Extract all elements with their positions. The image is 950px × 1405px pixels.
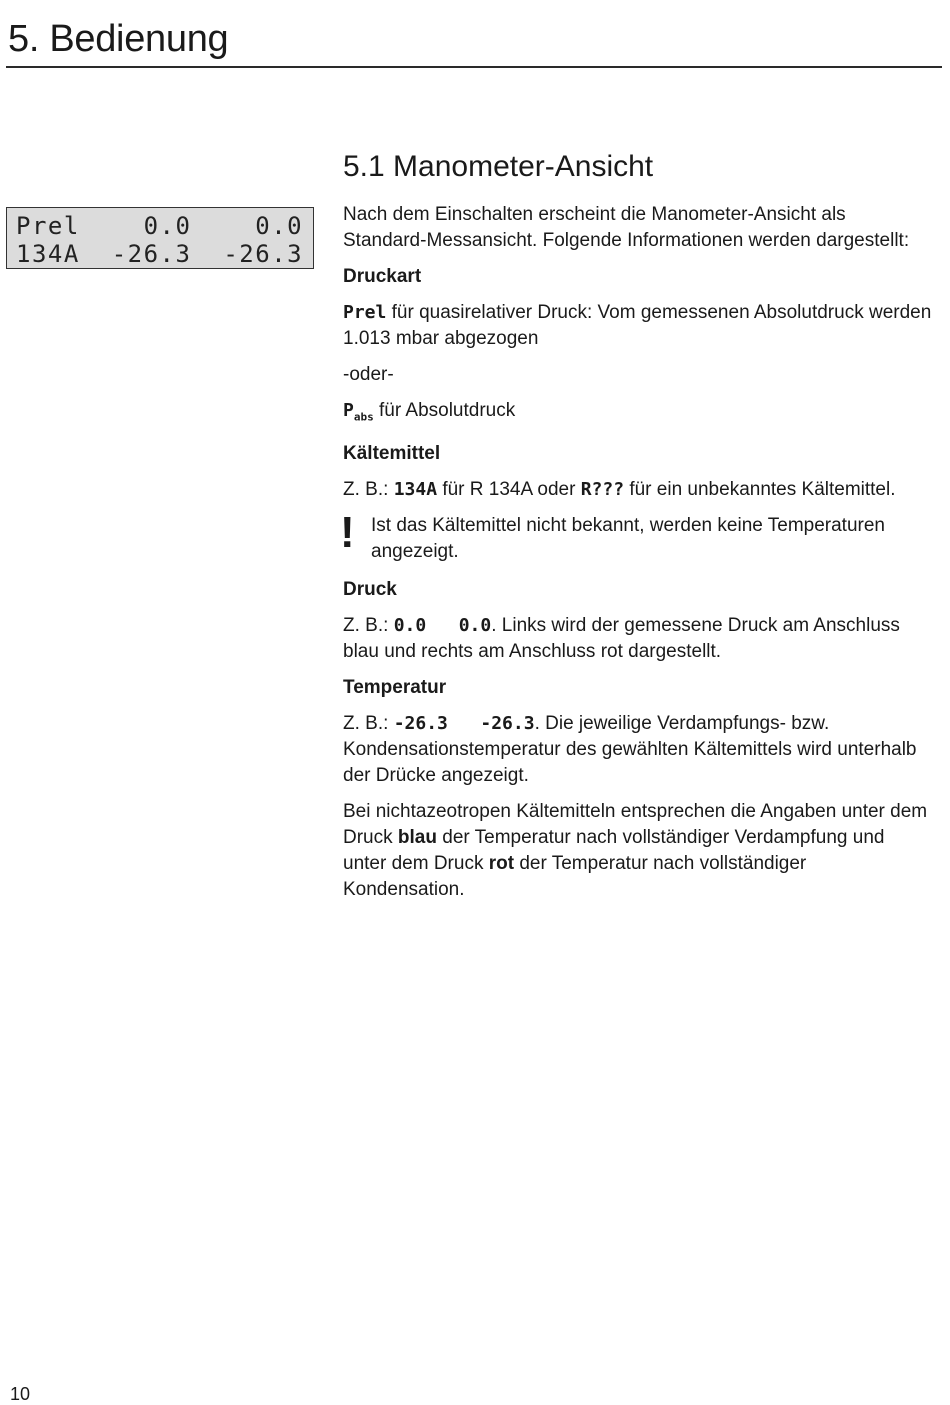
header-divider (6, 66, 942, 68)
example-prefix: Z. B.: (343, 614, 394, 636)
warning-icon: ! (340, 507, 355, 557)
prel-symbol: Prel (343, 302, 387, 323)
druckart-heading: Druckart (343, 266, 422, 287)
intro-paragraph: Nach dem Einschalten erscheint die Manometer-Ansicht als Standard-Messansicht. Folgende Informationen werden dargestellt: (343, 204, 910, 251)
refrigerant-suffix-text: für ein unbekanntes Kältemittel. (624, 478, 896, 500)
chapter-title: 5. Bedienung (8, 18, 229, 60)
pabs-symbol-p: P (343, 400, 354, 421)
refrigerant-symbol-unknown: R??? (580, 478, 625, 500)
warning-text: Ist das Kältemittel nicht bekannt, werden keine Temperaturen angezeigt. (371, 514, 885, 562)
pabs-text: für Absolutdruck (373, 400, 516, 421)
lcd-row-1: Prel 0.0 0.0 (16, 212, 304, 240)
pressure-symbol: 0.0 0.0 (393, 614, 492, 636)
pabs-symbol-sub: abs (353, 410, 374, 424)
kaeltemittel-paragraph (343, 477, 933, 503)
para-b: der Temperatur nach vollständiger Verdampfung und unter dem Druck (343, 826, 885, 874)
prel-text: für quasirelativer Druck: Vom gemessenen Absolutdruck werden 1.013 mbar abgezogen (343, 302, 932, 349)
nichtazeotrop-paragraph (343, 799, 933, 903)
druck-paragraph (343, 613, 933, 665)
example-prefix: Z. B.: (343, 478, 394, 500)
lcd-display (6, 207, 314, 269)
para-a: Bei nichtazeotropen Kältemitteln entsprechen die Angaben unter dem Druck (343, 800, 928, 848)
section-title: 5.1 Manometer-Ansicht (343, 150, 654, 183)
example-prefix: Z. B.: (343, 712, 394, 734)
refrigerant-symbol-134a: 134A (393, 478, 438, 500)
pabs-symbol (343, 400, 374, 424)
main-content (340, 150, 933, 913)
oder-text: -oder- (343, 364, 394, 385)
temperature-symbol: -26.3 -26.3 (393, 712, 535, 734)
warning-note (340, 507, 933, 565)
temperatur-paragraph (343, 711, 933, 789)
temperatur-heading: Temperatur (343, 676, 447, 698)
kaeltemittel-heading: Kältemittel (343, 442, 441, 464)
druck-text: . Links wird der gemessene Druck am Anschluss blau und rechts am Anschluss rot dargestellt. (343, 614, 900, 662)
prel-paragraph (343, 300, 933, 352)
temperatur-text: . Die jeweilige Verdampfungs- bzw. Kondensationstemperatur des gewählten Kältemittels wird unterhalb der Drücke angezeigt. (343, 712, 917, 786)
refrigerant-mid-text: für R 134A oder (437, 478, 581, 500)
lcd-row-2: 134A -26.3 -26.3 (16, 240, 304, 268)
pabs-paragraph (343, 398, 933, 431)
page-number: 10 (10, 1384, 31, 1404)
bold-rot: rot (488, 852, 515, 874)
para-c: der Temperatur nach vollständiger Kondensation. (343, 852, 807, 900)
druck-heading: Druck (343, 578, 397, 600)
bold-blau: blau (397, 826, 437, 848)
